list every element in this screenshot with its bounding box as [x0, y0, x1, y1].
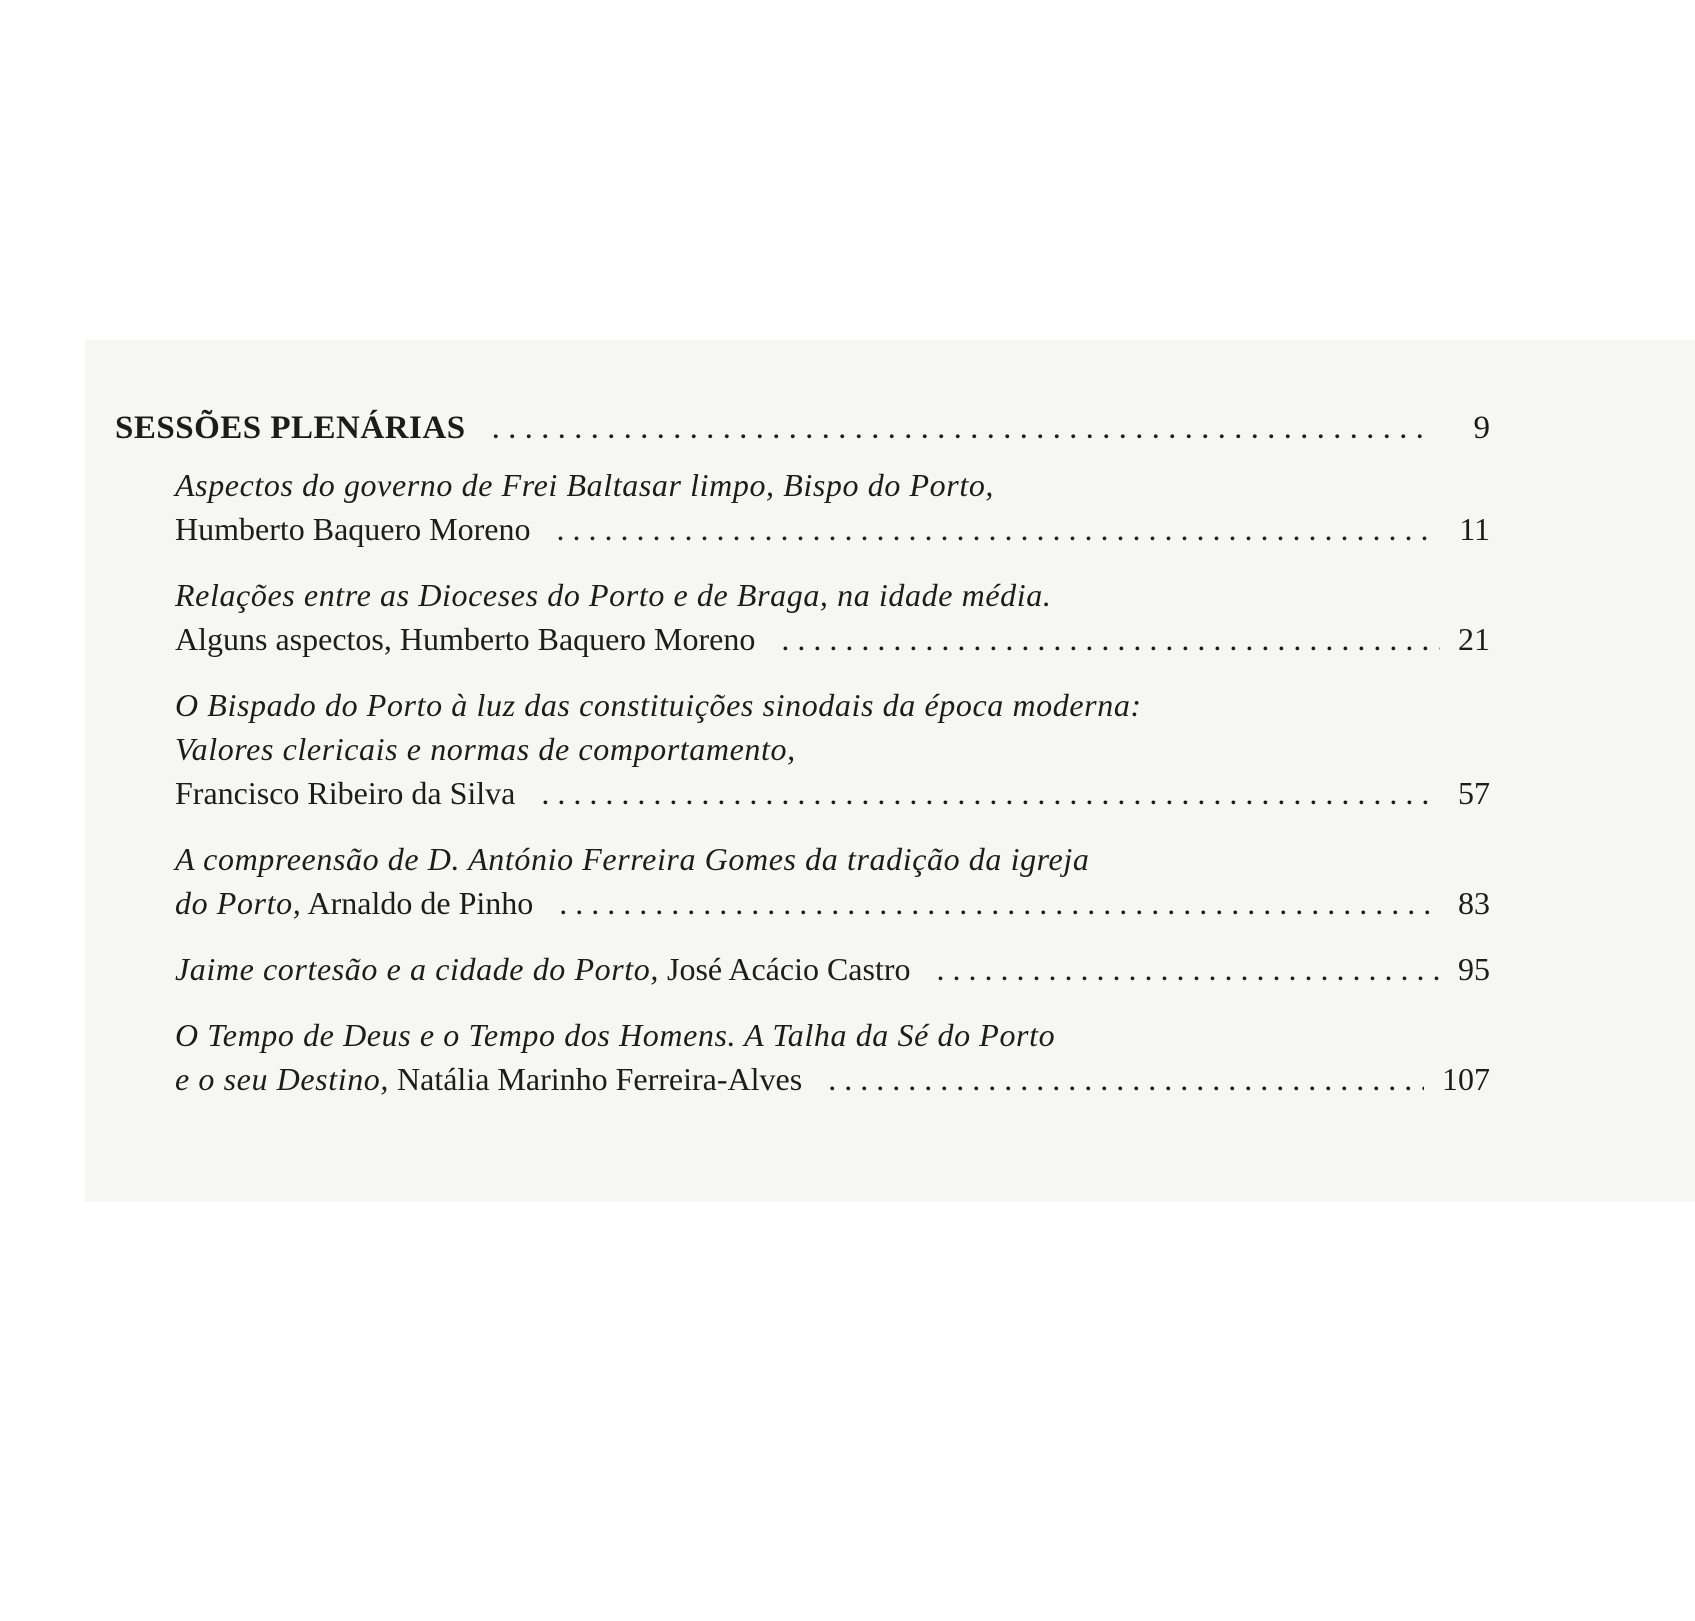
toc-entry — [175, 463, 1490, 551]
entry-title-line: O Tempo de Deus e o Tempo dos Homens. A Talha da Sé do Porto — [175, 1017, 1056, 1053]
toc-entry — [175, 573, 1490, 661]
entry-title-line: Valores clericais e normas de comportamento, — [175, 731, 796, 767]
section-heading-row — [115, 405, 1490, 451]
dot-leader — [556, 507, 1434, 551]
dot-leader — [492, 405, 1434, 451]
section-page-number: 9 — [1473, 410, 1490, 446]
entry-author: Humberto Baquero Moreno — [175, 511, 531, 547]
entry-page-number: 11 — [1459, 511, 1490, 547]
entry-page-number: 95 — [1458, 951, 1490, 987]
entry-page-number: 57 — [1458, 775, 1490, 811]
toc-entry — [175, 683, 1490, 815]
dot-leader — [541, 771, 1434, 815]
entry-title-line: O Bispado do Porto à luz das constituições sinodais da época moderna: — [175, 687, 1142, 723]
entry-page-number: 83 — [1458, 885, 1490, 921]
entry-author-line — [175, 617, 1490, 661]
entry-title-end: do Porto, — [175, 885, 302, 921]
entry-author: Francisco Ribeiro da Silva — [175, 775, 516, 811]
entry-title-end: e o seu Destino, — [175, 1061, 390, 1097]
entry-author: José Acácio Castro — [667, 951, 911, 987]
entry-author-line — [175, 881, 1490, 925]
entry-author: Alguns aspectos, Humberto Baquero Moreno — [175, 621, 756, 657]
entry-author: Arnaldo de Pinho — [307, 885, 534, 921]
toc-entry — [175, 947, 1490, 991]
entry-page-number: 107 — [1442, 1061, 1490, 1097]
entries-list — [175, 463, 1490, 1101]
entry-title-end: Jaime cortesão e a cidade do Porto, — [175, 951, 659, 987]
dot-leader — [828, 1057, 1424, 1101]
entry-author: Natália Marinho Ferreira-Alves — [397, 1061, 803, 1097]
entry-author-line — [175, 507, 1490, 551]
toc-entry — [175, 1013, 1490, 1101]
dot-leader — [559, 881, 1435, 925]
table-of-contents — [115, 405, 1490, 1123]
toc-entry — [175, 837, 1490, 925]
entry-author-line — [175, 947, 1490, 991]
entry-title-line: A compreensão de D. António Ferreira Gomes da tradição da igreja — [175, 841, 1090, 877]
section-title: SESSÕES PLENÁRIAS — [115, 410, 466, 446]
entry-title-line: Relações entre as Dioceses do Porto e de Braga, na idade média. — [175, 577, 1052, 613]
entry-page-number: 21 — [1458, 621, 1490, 657]
dot-leader — [781, 617, 1440, 661]
entry-title-line: Aspectos do governo de Frei Baltasar limpo, Bispo do Porto, — [175, 467, 995, 503]
dot-leader — [937, 947, 1441, 991]
entry-author-line — [175, 1057, 1490, 1101]
entry-author-line — [175, 771, 1490, 815]
